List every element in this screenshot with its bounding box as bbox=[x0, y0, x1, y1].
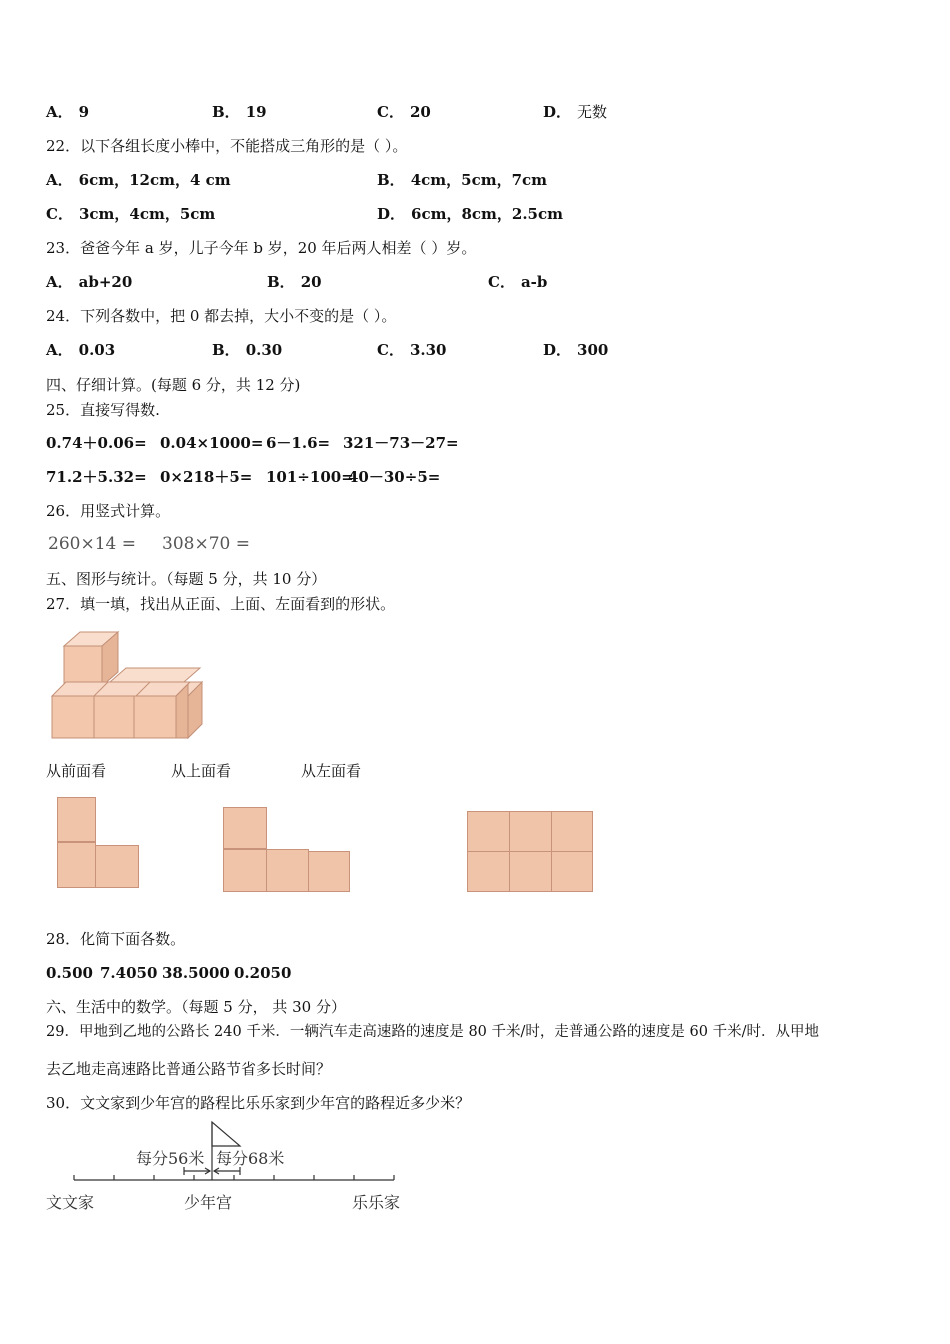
speed-left-label: 每分56米 bbox=[136, 1149, 205, 1168]
q28-stem: 28．化简下面各数。 bbox=[46, 930, 186, 948]
q24-option-c: C． 3.30 bbox=[377, 341, 447, 359]
q28-number-3: 38.5000 bbox=[162, 964, 230, 982]
q28-number-2: 7.4050 bbox=[100, 964, 158, 982]
q24-stem: 24．下列各数中，把 0 都去掉，大小不变的是（ ）。 bbox=[46, 307, 397, 325]
q28-number-1: 0.500 bbox=[46, 964, 93, 982]
q25-stem: 25．直接写得数. bbox=[46, 401, 160, 419]
q25-r2-c1: 71.2＋5.32= bbox=[46, 468, 147, 486]
q26-stem: 26．用竖式计算。 bbox=[46, 502, 171, 520]
q24-option-d: D． 300 bbox=[543, 341, 609, 359]
place-left-label: 文文家 bbox=[46, 1193, 95, 1212]
q25-r2-c4: 40－30÷5= bbox=[348, 468, 441, 486]
q22-stem: 22．以下各组长度小棒中，不能搭成三角形的是（ ）。 bbox=[46, 137, 408, 155]
section-6-heading: 六、生活中的数学。（每题 5 分， 共 30 分） bbox=[46, 998, 346, 1016]
view-label-left: 从左面看 bbox=[301, 762, 362, 780]
q25-r2-c3: 101÷100= bbox=[266, 468, 354, 486]
place-right-label: 乐乐家 bbox=[352, 1193, 401, 1212]
q23-option-c: C． a-b bbox=[488, 273, 548, 291]
q23-stem: 23．爸爸今年 a 岁，儿子今年 b 岁，20 年后两人相差（ ）岁。 bbox=[46, 239, 477, 257]
q22-option-a: A． 6cm，12cm，4 cm bbox=[46, 171, 231, 189]
q29-line-2: 去乙地走高速路比普通公路节省多长时间？ bbox=[46, 1060, 332, 1078]
q24-option-b: B． 0.30 bbox=[212, 341, 283, 359]
q23-option-b: B． 20 bbox=[267, 273, 322, 291]
q29-line-1: 29．甲地到乙地的公路长 240 千米．一辆汽车走高速路的速度是 80 千米/时，走普通公路的速度是 60 千米/时．从甲地 bbox=[46, 1024, 819, 1040]
q30-stem: 30．文文家到少年宫的路程比乐乐家到少年宫的路程近多少米？ bbox=[46, 1094, 471, 1112]
q21-option-a: A． 9 bbox=[46, 103, 90, 121]
speed-right-label: 每分68米 bbox=[216, 1149, 285, 1168]
q23-option-a: A． ab+20 bbox=[46, 273, 133, 291]
q26-item-2: 308×70 = bbox=[162, 534, 250, 554]
q25-r1-c3: 6－1.6= bbox=[266, 434, 331, 452]
route-diagram bbox=[44, 1120, 424, 1220]
q21-option-c: C． 20 bbox=[377, 103, 431, 121]
q21-option-d: D． 无数 bbox=[543, 103, 608, 121]
q27-stem: 27．填一填，找出从正面、上面、左面看到的形状。 bbox=[46, 595, 396, 613]
q25-r1-c1: 0.74＋0.06= bbox=[46, 434, 147, 452]
q22-option-b: B． 4cm，5cm，7cm bbox=[377, 171, 548, 189]
q22-option-d: D． 6cm，8cm，2.5cm bbox=[377, 205, 564, 223]
q22-option-c: C． 3cm，4cm，5cm bbox=[46, 205, 216, 223]
section-5-heading: 五、图形与统计。（每题 5 分，共 10 分） bbox=[46, 570, 327, 588]
q25-r1-c2: 0.04×1000= bbox=[160, 434, 264, 452]
q28-number-4: 0.2050 bbox=[234, 964, 292, 982]
cube-figure-svg bbox=[48, 628, 208, 740]
cube-figure bbox=[48, 628, 208, 740]
q24-option-a: A． 0.03 bbox=[46, 341, 116, 359]
q25-r2-c2: 0×218＋5= bbox=[160, 468, 253, 486]
place-mid-label: 少年宫 bbox=[184, 1193, 233, 1212]
section-4-heading: 四、仔细计算。(每题 6 分，共 12 分) bbox=[46, 376, 301, 394]
q25-r1-c4: 321－73－27= bbox=[343, 434, 459, 452]
view-label-front: 从前面看 bbox=[46, 762, 107, 780]
q21-option-b: B． 19 bbox=[212, 103, 267, 121]
q26-item-1: 260×14 = bbox=[48, 534, 136, 554]
route-diagram-svg bbox=[44, 1120, 424, 1220]
view-label-top: 从上面看 bbox=[171, 762, 232, 780]
